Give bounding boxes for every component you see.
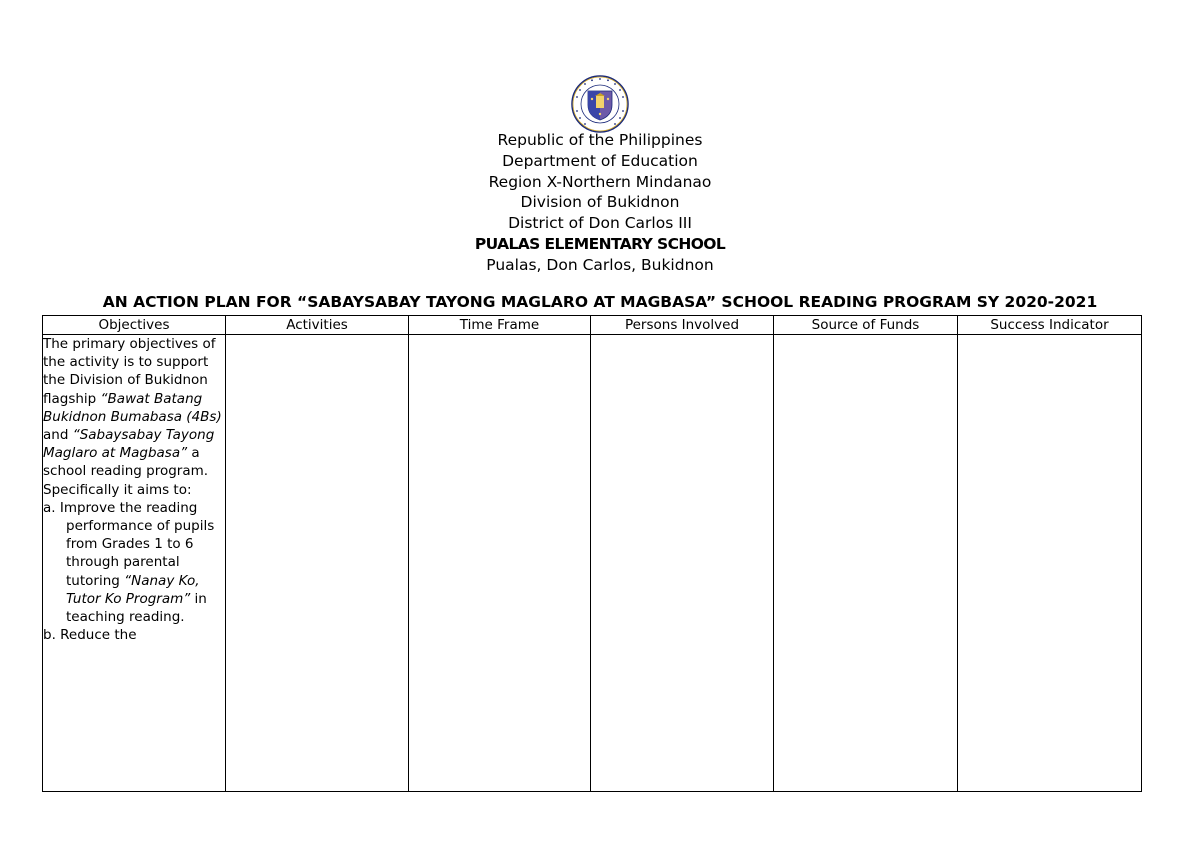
persons-involved-cell [591, 335, 774, 792]
action-plan-title: AN ACTION PLAN FOR “SABAYSABAY TAYONG MAGLARO AT MAGBASA” SCHOOL READING PROGRAM SY 2020-2021 [102, 293, 1098, 311]
letterhead [0, 130, 1200, 276]
action-plan-table [42, 315, 1142, 792]
letterhead-district: District of Don Carlos III [508, 214, 692, 233]
letterhead-school-name: PUALAS ELEMENTARY SCHOOL [474, 234, 726, 253]
objectives-intro: The primary objectives of the activity is to support the Division of Bukidnon flagship “Bawat Batang Bukidnon Bumabasa (4Bs) and “Sabaysabay Tayong Maglaro at Magbasa” a school reading program. Specifically it aims to: [43, 336, 222, 498]
source-of-funds-cell [774, 335, 958, 792]
header-activities: Activities [226, 316, 409, 335]
letterhead-address: Pualas, Don Carlos, Bukidnon [486, 255, 714, 274]
objective-item-a: a. Improve the reading performance of pupils from Grades 1 to 6 through parental tutoring “Nanay Ko, Tutor Ko Program” in teaching reading. [43, 499, 215, 626]
objectives-cell [43, 335, 226, 792]
activities-cell [226, 335, 409, 792]
objective-item-b: b. Reduce the [43, 627, 137, 644]
header-success-indicator: Success Indicator [958, 316, 1142, 335]
deped-seal-logo [570, 74, 630, 134]
letterhead-division: Division of Bukidnon [520, 193, 680, 212]
table-header-row [43, 316, 1142, 335]
letterhead-republic: Republic of the Philippines [497, 131, 703, 149]
header-source-of-funds: Source of Funds [774, 316, 958, 335]
time-frame-cell [409, 335, 591, 792]
letterhead-region: Region X-Northern Mindanao [488, 172, 712, 191]
header-persons-involved: Persons Involved [591, 316, 774, 335]
table-row [43, 335, 1142, 792]
letterhead-department: Department of Education [502, 151, 698, 170]
header-time-frame: Time Frame [409, 316, 591, 335]
header-objectives: Objectives [43, 316, 226, 335]
success-indicator-cell [958, 335, 1142, 792]
